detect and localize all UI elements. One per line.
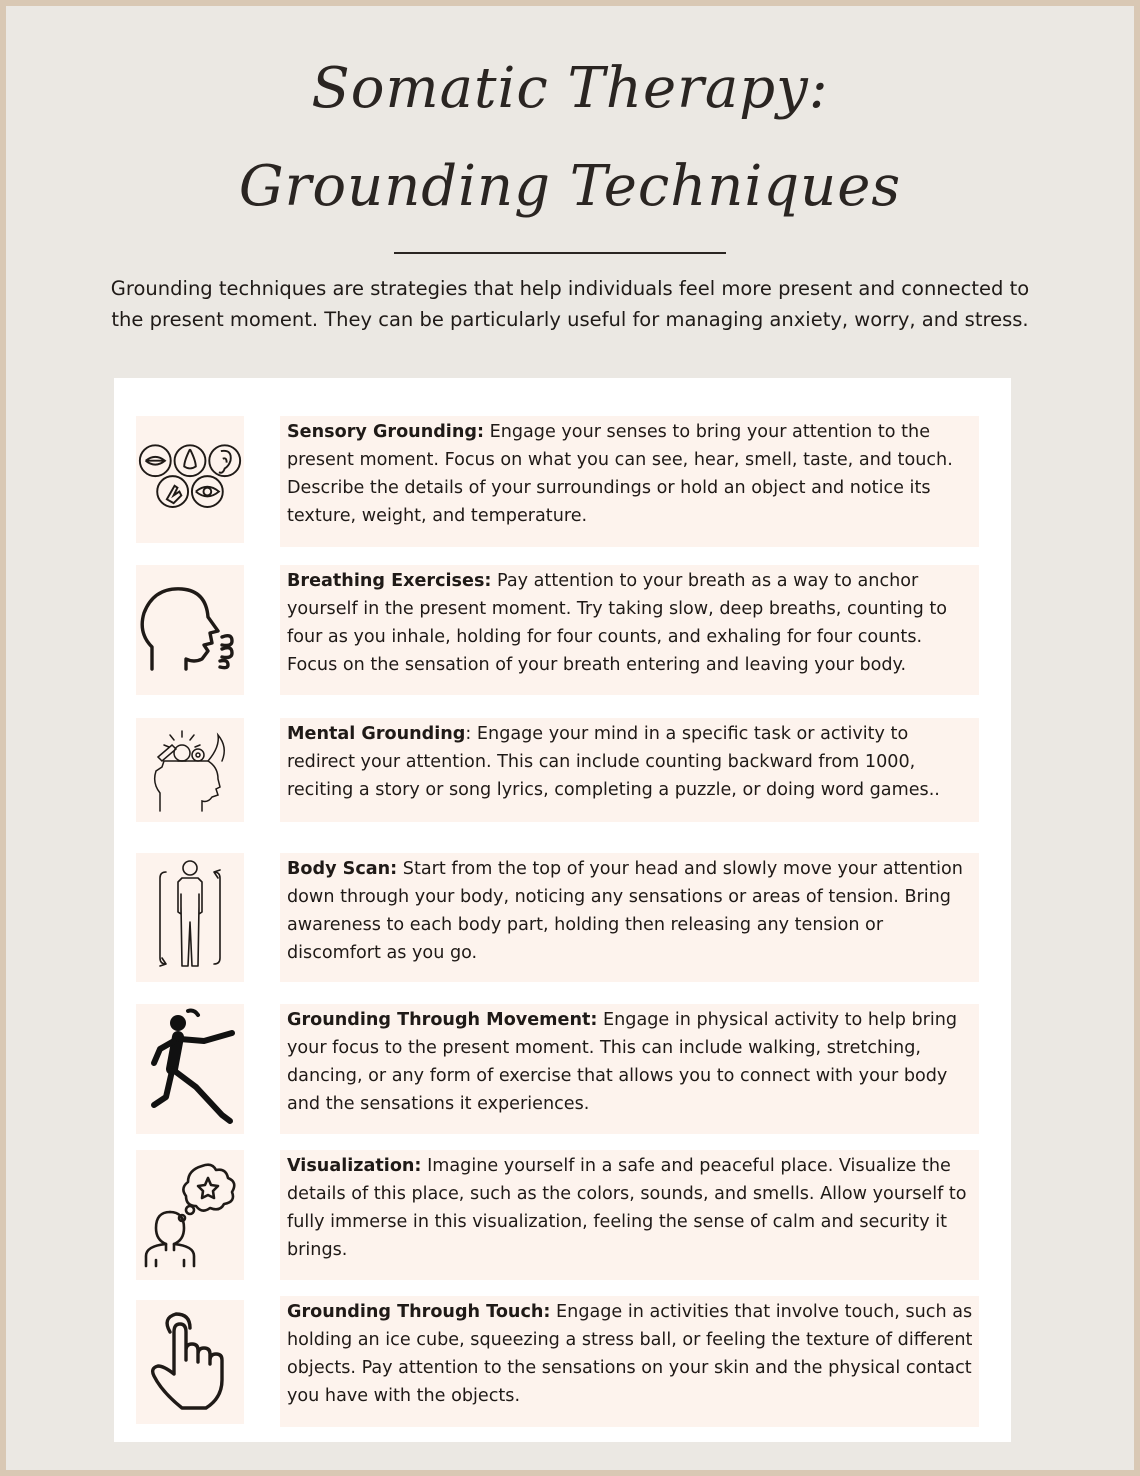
icon-box-movement (136, 1004, 244, 1134)
technique-description: Pay attention to your breath as a way to anchor yourself in the present moment. Try taking slow, deep breaths, counting to four as you inhale, holding for four counts, and exhaling for four counts. Focus on the sensation of your breath entering and leaving your body. (287, 571, 948, 675)
breathing-head-icon (138, 585, 242, 675)
technique-description: Imagine yourself in a safe and peaceful place. Visualize the details of this place, such as the colors, sounds, and smells. Allow yourself to fully immerse in this visualization, feeling the sense of calm and security it brings. (287, 1156, 967, 1260)
technique-row-sensory (280, 416, 979, 547)
running-person-icon (142, 1007, 238, 1131)
pointing-hand-icon (148, 1312, 232, 1412)
technique-name: Body Scan: (287, 859, 398, 879)
techniques-card (114, 378, 1011, 1442)
technique-name: Visualization: (287, 1156, 422, 1176)
technique-row-body-scan (280, 853, 979, 982)
technique-description: Engage in activities that involve touch, such as holding an ice cube, squeezing a stress ball, or feeling the texture of different objects. Pay attention to the sensations on your skin and the physical contact you have with the objects. (287, 1302, 973, 1406)
worksheet-page (6, 6, 1134, 1470)
icon-box-sensory (136, 416, 244, 543)
intro-paragraph: Grounding techniques are strategies that help individuals feel more present and connected to the present moment. They can be particularly useful for managing anxiety, worry, and stress. (110, 277, 1030, 331)
technique-description: Start from the top of your head and slowly move your attention down through your body, noticing any sensations or areas of tension. Bring awareness to each body part, holding then releasing any tension or discomfort as you go. (287, 859, 963, 963)
technique-row-breathing (280, 565, 979, 695)
technique-row-movement (280, 1004, 979, 1134)
icon-box-visualization (136, 1150, 244, 1280)
icon-box-mental (136, 718, 244, 822)
mind-head-icon (148, 727, 232, 813)
title-line-1: Somatic Therapy: (311, 56, 829, 121)
technique-description: Engage in physical activity to help bring your focus to the present moment. This can include walking, stretching, dancing, or any form of exercise that allows you to connect with your body and the sensations it experiences. (287, 1010, 958, 1114)
title-line-2: Grounding Techniques (238, 154, 902, 219)
thought-bubble-icon (142, 1162, 238, 1268)
technique-description: : Engage your mind in a specific task or activity to redirect your attention. This can include counting backward from 1000, reciting a story or song lyrics, completing a puzzle, or doing word games.. (287, 724, 940, 800)
body-scan-icon (158, 858, 222, 978)
technique-name: Breathing Exercises: (287, 571, 492, 591)
technique-description: Engage your senses to bring your attention to the present moment. Focus on what you can see, hear, smell, taste, and touch. Describe the details of your surroundings or hold an object and notice its texture, weight, and temperature. (287, 422, 953, 526)
technique-name: Grounding Through Touch: (287, 1302, 551, 1322)
icon-box-breathing (136, 565, 244, 695)
technique-name: Sensory Grounding: (287, 422, 484, 442)
icon-box-touch (136, 1300, 244, 1424)
five-senses-icon (136, 430, 244, 530)
technique-row-visualization (280, 1150, 979, 1280)
title-divider (394, 252, 726, 254)
technique-name: Mental Grounding (287, 724, 466, 744)
icon-box-body-scan (136, 853, 244, 982)
technique-name: Grounding Through Movement: (287, 1010, 598, 1030)
technique-row-mental (280, 718, 979, 822)
technique-row-touch (280, 1296, 979, 1427)
